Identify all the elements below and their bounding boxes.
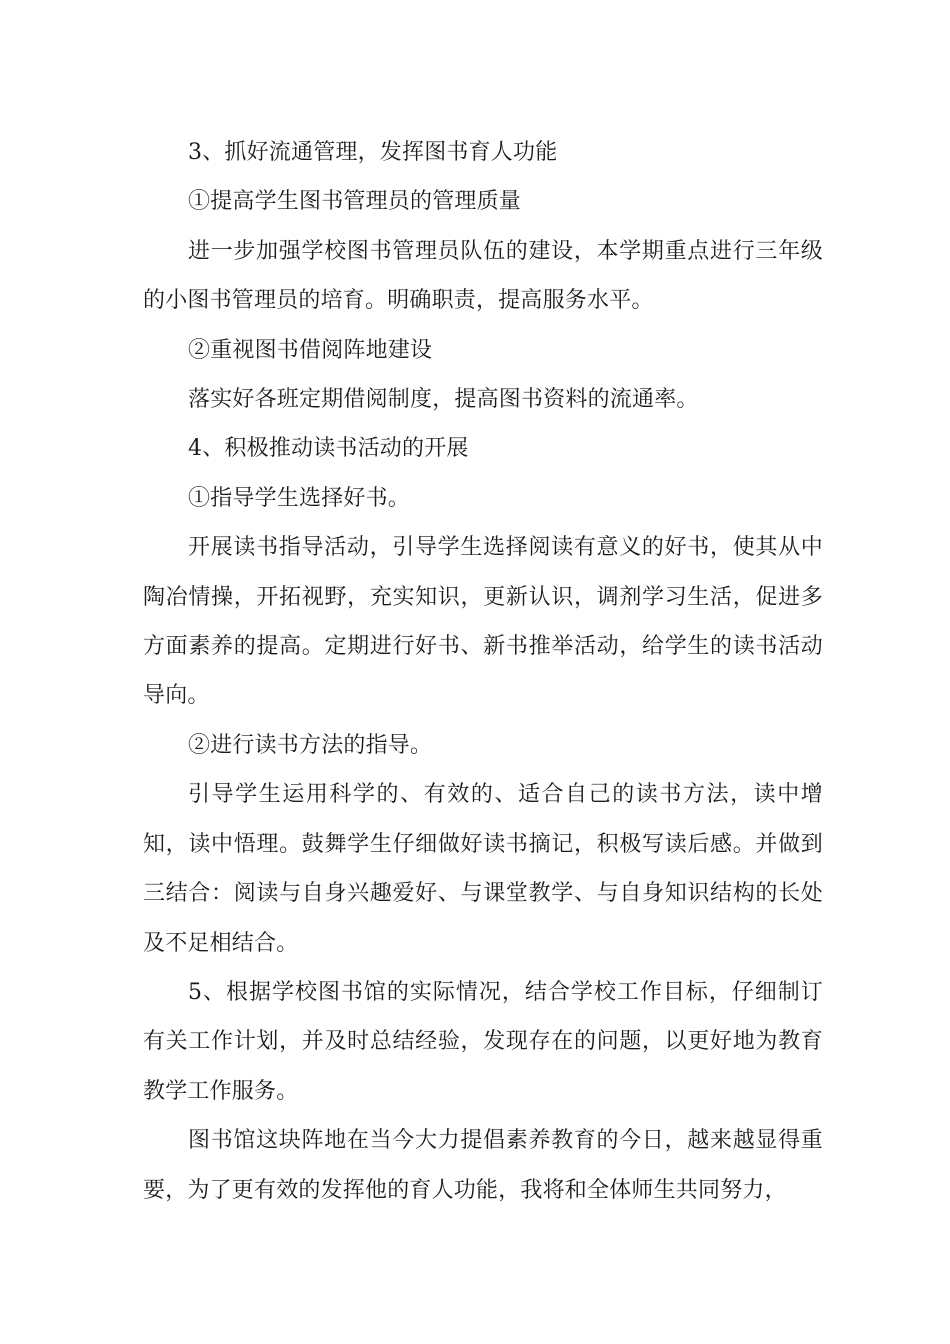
section-paragraph-5: 5、根据学校图书馆的实际情况，结合学校工作目标，仔细制订有关工作计划，并及时总结经验，发现存在的问题，以更好地为教育教学工作服务。 <box>143 979 823 1104</box>
subheading-2: ②进行读书方法的指导。 <box>188 732 433 758</box>
section-heading-4: 4、积极推动读书活动的开展 <box>188 436 469 462</box>
closing-paragraph: 图书馆这块阵地在当今大力提倡素养教育的今日，越来越显得重要，为了更有效的发挥他的育人功能，我将和全体师生共同努力， <box>143 1128 823 1203</box>
body-paragraph: 引导学生运用科学的、有效的、适合自己的读书方法，读中增知，读中悟理。鼓舞学生仔细做好读书摘记，积极写读后感。并做到三结合：阅读与自身兴趣爱好、与课堂教学、与自身知识结构的长处及不足相结合。 <box>143 782 823 956</box>
section-heading-3: 3、抓好流通管理，发挥图书育人功能 <box>188 140 558 165</box>
document-body <box>143 128 823 1215</box>
subheading-1: ①提高学生图书管理员的管理质量 <box>188 189 522 215</box>
body-paragraph: 落实好各班定期借阅制度，提高图书资料的流通率。 <box>188 387 699 413</box>
subheading-1: ①指导学生选择好书。 <box>188 485 411 511</box>
body-paragraph: 开展读书指导活动，引导学生选择阅读有意义的好书，使其从中陶冶情操，开拓视野，充实知识，更新认识，调剂学习生活，促进多方面素养的提高。定期进行好书、新书推举活动，给学生的读书活动导向。 <box>143 535 823 709</box>
body-paragraph: 进一步加强学校图书管理员队伍的建设，本学期重点进行三年级的小图书管理员的培育。明确职责，提高服务水平。 <box>143 238 823 314</box>
subheading-2: ②重视图书借阅阵地建设 <box>188 337 433 363</box>
